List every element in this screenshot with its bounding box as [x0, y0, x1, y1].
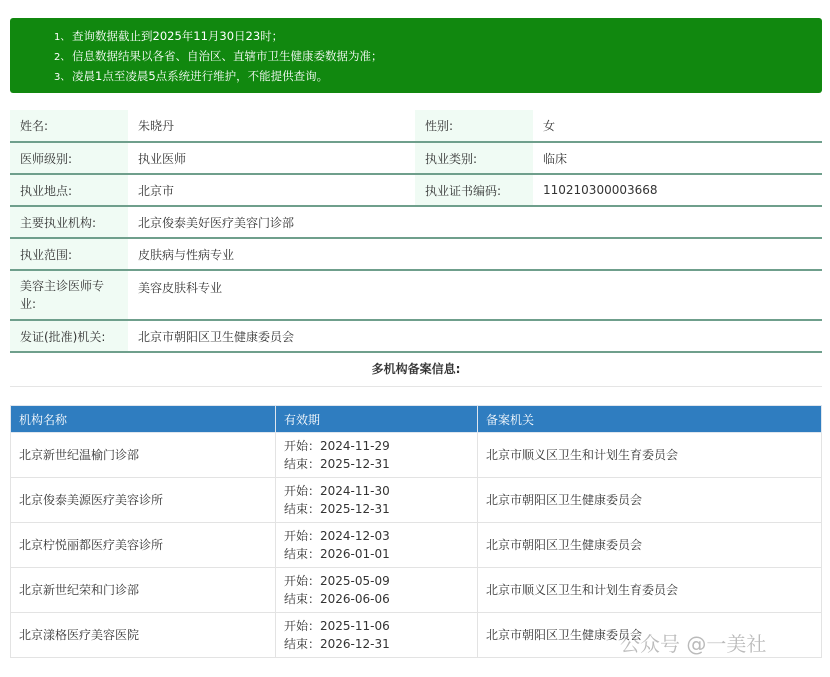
label: 执业范围: — [10, 238, 128, 270]
value: 临床 — [533, 142, 822, 174]
start-date: 开始：2024-11-29 — [284, 439, 390, 453]
value: 美容皮肤科专业 — [128, 270, 822, 320]
notice-item: 2、 信息数据结果以各省、自治区、直辖市卫生健康委数据为准； — [54, 49, 383, 63]
value: 北京市 — [128, 174, 415, 206]
end-date: 结束：2026-01-01 — [284, 547, 390, 561]
org-name: 北京柠悦丽都医疗美容诊所 — [11, 523, 276, 568]
label: 发证(批准)机关: — [10, 320, 128, 352]
value: 110210300003668 — [533, 174, 822, 206]
validity — [276, 433, 478, 478]
authority: 北京市顺义区卫生和计划生育委员会 — [478, 568, 822, 613]
table-row — [11, 523, 822, 568]
value: 北京俊泰美好医疗美容门诊部 — [128, 206, 822, 238]
start-date: 开始：2025-11-06 — [284, 619, 390, 633]
validity — [276, 478, 478, 523]
label: 美容主诊医师专业: — [10, 270, 128, 320]
start-date: 开始：2024-11-30 — [284, 484, 390, 498]
validity — [276, 568, 478, 613]
column-header: 备案机关 — [478, 406, 822, 433]
label: 性别: — [415, 110, 533, 142]
notice-item: 3、 凌晨1点至凌晨5点系统进行维护，不能提供查询。 — [54, 69, 329, 83]
start-date: 开始：2025-05-09 — [284, 574, 390, 588]
label: 执业地点: — [10, 174, 128, 206]
authority: 北京市朝阳区卫生健康委员会 — [478, 613, 822, 658]
column-header: 有效期 — [276, 406, 478, 433]
authority: 北京市顺义区卫生和计划生育委员会 — [478, 433, 822, 478]
label: 医师级别: — [10, 142, 128, 174]
org-name: 北京新世纪荣和门诊部 — [11, 568, 276, 613]
end-date: 结束：2025-12-31 — [284, 457, 390, 471]
multi-org-table — [10, 405, 822, 658]
label: 执业类别: — [415, 142, 533, 174]
start-date: 开始：2024-12-03 — [284, 529, 390, 543]
table-row — [11, 568, 822, 613]
multi-org-title: 多机构备案信息: — [10, 360, 822, 387]
label: 主要执业机构: — [10, 206, 128, 238]
authority: 北京市朝阳区卫生健康委员会 — [478, 478, 822, 523]
watermark: 公众号 @一美社 — [620, 632, 767, 656]
label: 执业证书编码: — [415, 174, 533, 206]
notice-item: 1、 查询数据截止到2025年11月30日23时； — [54, 29, 284, 43]
value: 北京市朝阳区卫生健康委员会 — [128, 320, 822, 352]
value: 女 — [533, 110, 822, 142]
notice-box — [10, 18, 822, 93]
value: 朱晓丹 — [128, 110, 415, 142]
org-name: 北京漾格医疗美容医院 — [11, 613, 276, 658]
table-row — [11, 478, 822, 523]
org-name: 北京新世纪温榆门诊部 — [11, 433, 276, 478]
end-date: 结束：2025-12-31 — [284, 502, 390, 516]
value: 皮肤病与性病专业 — [128, 238, 822, 270]
validity — [276, 523, 478, 568]
authority: 北京市朝阳区卫生健康委员会 — [478, 523, 822, 568]
end-date: 结束：2026-12-31 — [284, 637, 390, 651]
value: 执业医师 — [128, 142, 415, 174]
end-date: 结束：2026-06-06 — [284, 592, 390, 606]
table-row — [11, 433, 822, 478]
validity — [276, 613, 478, 658]
doctor-info-table — [10, 110, 822, 353]
org-name: 北京俊泰美源医疗美容诊所 — [11, 478, 276, 523]
label: 姓名: — [10, 110, 128, 142]
column-header: 机构名称 — [11, 406, 276, 433]
